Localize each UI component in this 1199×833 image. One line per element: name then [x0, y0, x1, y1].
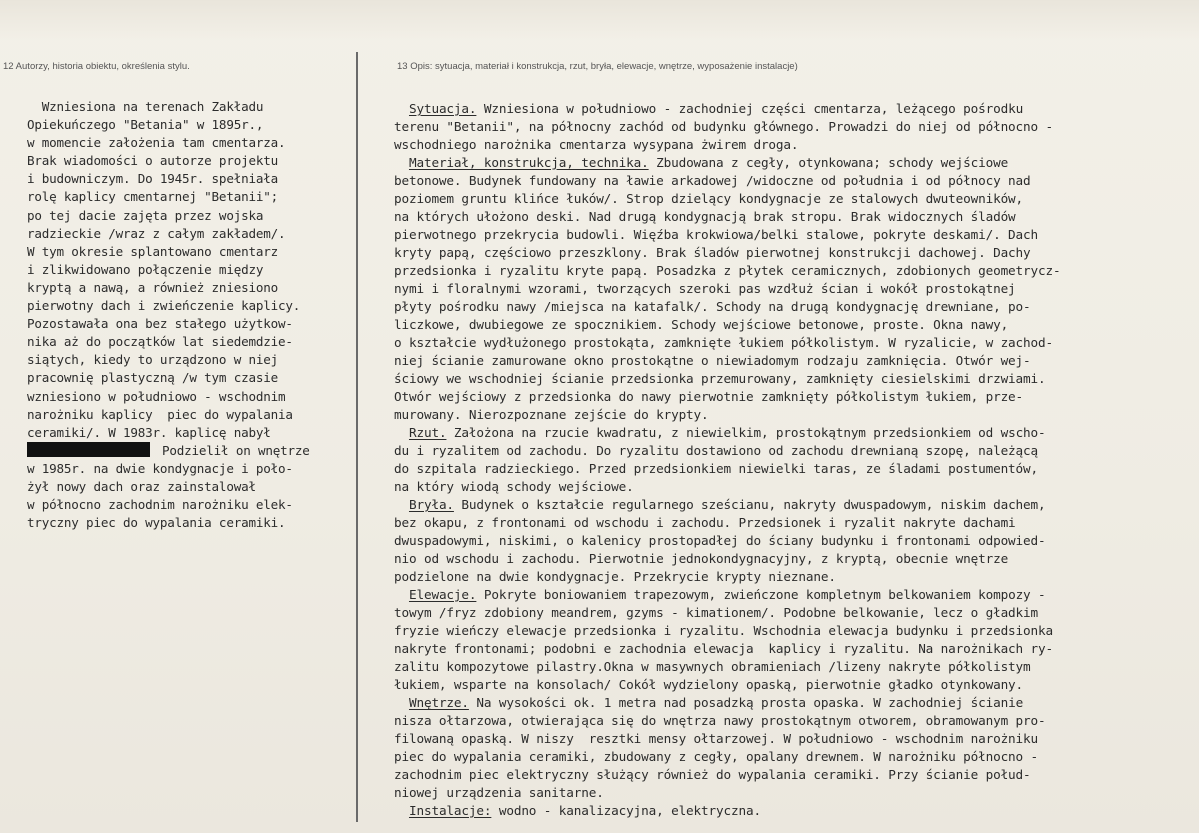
text-line	[394, 748, 1194, 766]
line-text: wodno - kanalizacyjna, elektryczna.	[491, 803, 761, 818]
text-line: Opiekuńczego "Betania" w 1895r.,	[27, 117, 264, 133]
text-line: narożniku kaplicy piec do wypalania	[27, 406, 293, 422]
section-title: Instalacje:	[408, 803, 492, 818]
text-line	[394, 226, 1194, 244]
section-title: Sytuacja.	[408, 101, 477, 116]
text-line: i budowniczym. Do 1945r. spełniała	[27, 171, 278, 187]
text-line	[394, 388, 1194, 406]
text-line: po tej dacie zajęta przez wojska	[27, 207, 264, 223]
line-text: zalitu kompozytowe pilastry.Okna w masywnych obramieniach /lizeny nakryte półkolistym	[394, 659, 1031, 674]
text-line	[394, 406, 1194, 424]
text-line: kryptą a nawą, a również zniesiono	[27, 279, 278, 295]
text-line: pracownię plastyczną /w tym czasie	[27, 370, 278, 386]
line-text: nisza ołtarzowa, otwierająca się do wnętrza nawy prostokątnym otworem, obramowanym pro-	[394, 713, 1046, 728]
line-text: filowaną opaską. W niszy resztki mensy ołtarzowej. W południowo - wschodnim narożniku	[394, 731, 1039, 746]
section-title: Elewacje.	[408, 587, 477, 602]
column-divider	[356, 52, 358, 822]
text-line: ceramiki/. W 1983r. kaplicę nabył	[27, 424, 271, 440]
text-line: Brak wiadomości o autorze projektu	[27, 153, 278, 169]
line-text: wschodniego narożnika cmentarza wysypana żwirem droga.	[394, 137, 799, 152]
line-text: nakryte frontonami; podobni e zachodnia elewacja kaplicy i ryzalitu. Na narożnikach ry-	[394, 641, 1053, 656]
text-line: Pozostawała ona bez stałego użytkow-	[27, 316, 293, 332]
text-line	[394, 262, 1194, 280]
line-text: Wzniesiona w południowo - zachodniej części cmentarza, leżącego pośrodku	[476, 101, 1024, 116]
line-text: liczkowe, dwubiegowe ze spocznikiem. Schody wejściowe betonowe, proste. Okna nawy,	[394, 317, 1009, 332]
text-line	[394, 604, 1194, 622]
right-column-text	[394, 100, 1194, 820]
text-line	[394, 280, 1194, 298]
line-text: zachodnim piec elektryczny służący również do wypalania ceramiki. Przy ścianie połud-	[394, 767, 1031, 782]
page-shadow	[0, 0, 1199, 40]
text-line: nika aż do początków lat siedemdzie-	[27, 334, 293, 350]
line-text: nymi i floralnymi wzorami, tworzących szeroki pas wzdłuż ścian i wokół prostokątnej	[394, 281, 1016, 296]
left-column-text	[27, 98, 353, 532]
line-text: Pokryte boniowaniem trapezowym, zwieńczone kompletnym belkowaniem kompozy -	[476, 587, 1046, 602]
text-line	[394, 730, 1194, 748]
line-text: dwuspadowymi, niskimi, o kalenicy prostopadłej do ściany budynku i frontonami odpowied-	[394, 533, 1046, 548]
text-line	[394, 334, 1194, 352]
text-line	[394, 568, 1194, 586]
text-line	[394, 460, 1194, 478]
text-line	[394, 208, 1194, 226]
line-text: do szpitala radzieckiego. Przed przedsionkiem niewielki taras, ze śladami postumentów,	[394, 461, 1039, 476]
section-heading-line	[394, 802, 1194, 820]
line-text: Zbudowana z cegły, otynkowana; schody wejściowe	[648, 155, 1009, 170]
text-after-redaction: Podzielił on wnętrze	[162, 442, 310, 458]
text-line	[394, 244, 1194, 262]
text-line	[394, 712, 1194, 730]
text-line: i zlikwidowano połączenie między	[27, 261, 264, 277]
text-line	[394, 658, 1194, 676]
text-line	[394, 550, 1194, 568]
text-line: żył nowy dach oraz zainstalował	[27, 478, 256, 494]
line-text: pierwotnego przekrycia budowli. Więźba krokwiowa/belki stalowe, pokryte deskami/. Dach	[394, 227, 1039, 242]
line-text: na których ułożono deski. Nad drugą kondygnacją brak stropu. Brak widocznych śladów	[394, 209, 1016, 224]
section-heading-line	[394, 496, 1194, 514]
redaction-box	[27, 442, 150, 457]
text-line: w 1985r. na dwie kondygnacje i poło-	[27, 460, 293, 476]
text-line	[394, 676, 1194, 694]
section-title: Rzut.	[408, 425, 447, 440]
section-heading-line	[394, 100, 1194, 118]
text-line-redacted	[27, 442, 353, 460]
section-title: Bryła.	[408, 497, 454, 512]
text-line	[394, 640, 1194, 658]
text-line: radzieckie /wraz z całym zakładem/.	[27, 225, 286, 241]
section-heading-line	[394, 424, 1194, 442]
text-line	[394, 514, 1194, 532]
line-text: przedsionka i ryzalitu kryte papą. Posadzka z płytek ceramicznych, zdobionych geometrycz-	[394, 263, 1061, 278]
text-line	[394, 478, 1194, 496]
line-text: niej ścianie zamurowane okno prostokątne o niewiadomym rodzaju zamknięcia. Otwór wej-	[394, 353, 1031, 368]
header-right: 13 Opis: sytuacja, materiał i konstrukcja, rzut, bryła, elewacje, wnętrze, wyposażenie instalacje)	[397, 61, 798, 72]
text-line: rolę kaplicy cmentarnej "Betanii";	[27, 189, 278, 205]
line-text: płyty pośrodku nawy /miejsca na katafalk/. Schody na drugą kondygnację drewniane, po-	[394, 299, 1031, 314]
text-line: w północno zachodnim narożniku elek-	[27, 497, 293, 513]
text-line	[394, 766, 1194, 784]
line-text: bez okapu, z frontonami od wschodu i zachodu. Przedsionek i ryzalit nakryte dachami	[394, 515, 1016, 530]
text-line	[394, 172, 1194, 190]
text-line	[394, 190, 1194, 208]
line-text: nio od wschodu i zachodu. Pierwotnie jednokondygnacyjny, z kryptą, obecnie wnętrze	[394, 551, 1009, 566]
section-title: Wnętrze.	[408, 695, 469, 710]
line-text: piec do wypalania ceramiki, zbudowany z cegły, opalany drewnem. W narożniku północno -	[394, 749, 1039, 764]
text-line: tryczny piec do wypalania ceramiki.	[27, 515, 286, 531]
line-text: betonowe. Budynek fundowany na ławie arkadowej /widoczne od południa i od północy nad	[394, 173, 1031, 188]
text-line	[394, 784, 1194, 802]
text-line	[394, 532, 1194, 550]
text-line: siątych, kiedy to urządzono w niej	[27, 352, 278, 368]
line-text: Założona na rzucie kwadratu, z niewielkim, prostokątnym przedsionkiem od wscho-	[446, 425, 1046, 440]
line-text: terenu "Betanii", na północny zachód od budynku głównego. Prowadzi do niej od północno -	[394, 119, 1053, 134]
section-title: Materiał, konstrukcja, technika.	[408, 155, 649, 170]
line-text: du i ryzalitem od zachodu. Do ryzalitu dostawiono od zachodu drewnianą szopę, należącą	[394, 443, 1039, 458]
text-line: W tym okresie splantowano cmentarz	[27, 243, 278, 259]
line-text: niowej urządzenia sanitarne.	[394, 785, 604, 800]
line-text: towym /fryz zdobiony meandrem, gzyms - kimationem/. Podobne belkowanie, lecz o gładkim	[394, 605, 1039, 620]
text-line: wzniesiono w południowo - wschodnim	[27, 388, 286, 404]
text-line: pierwotny dach i zwieńczenie kaplicy.	[27, 298, 301, 314]
text-line	[394, 622, 1194, 640]
text-line	[394, 298, 1194, 316]
line-text: łukiem, wsparte na konsolach/ Cokół wydzielony opaską, pierwotnie gładko otynkowany.	[394, 677, 1024, 692]
text-line	[394, 316, 1194, 334]
line-text: poziomem gruntu klińce łuków/. Strop dzielący kondygnacje ze stalowych dwuteowników,	[394, 191, 1024, 206]
line-text: podzielone na dwie kondygnacje. Przekrycie krypty nieznane.	[394, 569, 836, 584]
text-line	[394, 442, 1194, 460]
text-line	[394, 136, 1194, 154]
section-heading-line	[394, 586, 1194, 604]
header-left: 12 Autorzy, historia obiektu, określenia stylu.	[3, 61, 190, 72]
line-text: fryzie wieńczy elewacje przedsionka i ryzalitu. Wschodnia elewacja budynku i przedsionka	[394, 623, 1053, 638]
section-heading-line	[394, 154, 1194, 172]
section-heading-line	[394, 694, 1194, 712]
line-text: na który wiodą schody wejściowe.	[394, 479, 634, 494]
line-text: murowany. Nierozpoznane zejście do krypty.	[394, 407, 709, 422]
line-text: Na wysokości ok. 1 metra nad posadzką prosta opaska. W zachodniej ścianie	[468, 695, 1024, 710]
text-line	[394, 370, 1194, 388]
text-line: w momencie założenia tam cmentarza.	[27, 135, 286, 151]
line-text: Otwór wejściowy z przedsionka do nawy pierwotnie zamknięty półkolistym łukiem, prze-	[394, 389, 1024, 404]
text-line: Wzniesiona na terenach Zakładu	[27, 99, 264, 114]
line-text: kryty papą, częściowo przeszklony. Brak śladów pierwotnej konstrukcji dachowej. Dachy	[394, 245, 1031, 260]
line-text: Budynek o kształcie regularnego sześcianu, nakryty dwuspadowym, niskim dachem,	[453, 497, 1046, 512]
line-text: ściowy we wschodniej ścianie przedsionka przemurowany, zamknięty ciesielskimi drzwiami.	[394, 371, 1046, 386]
text-line	[394, 118, 1194, 136]
line-text: o kształcie wydłużonego prostokąta, zamknięte łukiem półkolistym. W ryzalicie, w zachod-	[394, 335, 1053, 350]
text-line	[394, 352, 1194, 370]
